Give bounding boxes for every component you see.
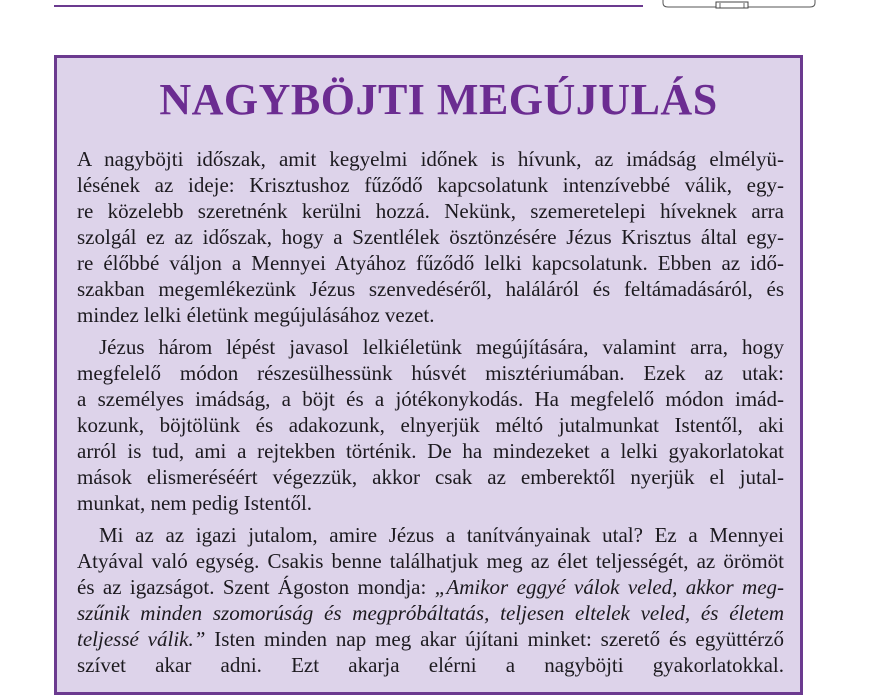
body-line: mindez lelki életünk megújulásához vezet.	[77, 303, 435, 327]
body-line	[77, 600, 784, 626]
body-line: a személyes imádság, a böjt és a jótékonykodás. Ha megfelelő módon imád-	[77, 387, 784, 411]
quote-text: teljessé válik.”	[77, 627, 206, 651]
quote-text: „Amikor eggyé válok veled, akkor meg-	[434, 575, 785, 599]
body-line: megfelelő módon részesülhessünk húsvét misztériumában. Ezek az utak:	[77, 361, 784, 385]
body-line	[77, 574, 784, 600]
top-rule	[54, 5, 643, 7]
body-line: lésének az ideje: Krisztushoz fűződő kapcsolatunk intenzívebbé válik, egy-	[77, 173, 784, 197]
body-line: Mi az az igazi jutalom, amire Jézus a tanítványainak utal? Ez a Mennyei	[99, 523, 784, 547]
body-line: szolgál ez az időszak, hogy a Szentlélek ösztönzésére Jézus Krisztus által egy-	[77, 225, 784, 249]
body-line: munkat, nem pedig Istentől.	[77, 491, 313, 515]
body-text: és az igazságot. Szent Ágoston mondja:	[77, 575, 435, 599]
body-line: szívet akar adni. Ezt akarja elérni a nagyböjti gyakorlatokkal.	[77, 653, 784, 677]
body-line: mások elismeréséért végezzük, akkor csak az emberektől nyerjük el jutal-	[77, 465, 784, 489]
body-line: re élőbbé váljon a Mennyei Atyához fűződő lelki kapcsolatunk. Ebben az idő-	[77, 251, 784, 275]
body-text: Isten minden nap meg akar újítani minket: szerető és együttérző	[205, 627, 784, 651]
body-line: kozunk, böjtölünk és adakozunk, elnyerjük méltó jutalmunkat Istentől, aki	[77, 413, 784, 437]
body-line: arról is tud, ami a rejtekben történik. De ha mindezeket a lelki gyakorlatokat	[77, 439, 784, 463]
article-title: NAGYBÖJTI MEGÚJULÁS	[159, 75, 718, 124]
body-line: Jézus három lépést javasol lelkiéletünk megújítására, valamint arra, hogy	[99, 335, 784, 359]
quote-text: szűnik minden szomorúság és megpróbáltatás, teljesen eltelek veled, és életem	[77, 601, 784, 625]
body-line: re közelebb szeretnénk kerülni hozzá. Nekünk, szemeretelepi híveknek arra	[77, 199, 784, 223]
header-ornament	[662, 0, 816, 10]
body-line: A nagyböjti időszak, amit kegyelmi időnek is hívunk, az imádság elmélyü-	[77, 147, 784, 171]
body-line: Atyával való egység. Csakis benne találhatjuk meg az élet teljességét, az örömöt	[77, 549, 784, 573]
body-line: szakban megemlékezünk Jézus szenvedéséről, haláláról és feltámadásáról, és	[77, 277, 784, 301]
body-line	[77, 626, 784, 652]
